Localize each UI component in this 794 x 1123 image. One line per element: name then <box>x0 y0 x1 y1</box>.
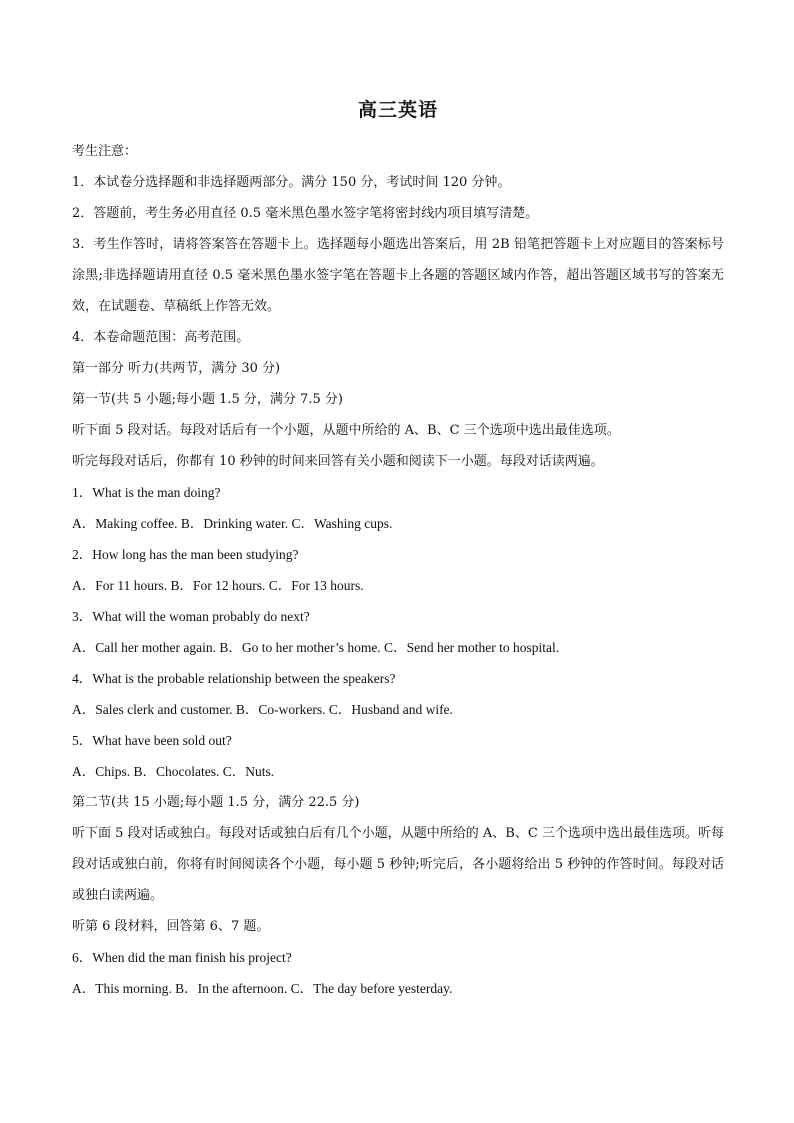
question-options: A．Call her mother again. B．Go to her mother’s home. C．Send her mother to hospital. <box>72 640 560 655</box>
question-options: A．Chips. B．Chocolates. C．Nuts. <box>72 764 275 779</box>
page-title: 高三英语 <box>357 99 438 121</box>
exam-page <box>72 98 724 1004</box>
part-heading: 第一部分 听力(共两节，满分 30 分) <box>72 361 281 376</box>
section-instruction: 听下面 5 段对话或独白。每段对话或独白后有几个小题，从题中所给的 A、B、C 三个选项中选出最佳选项。听每段对话或独白前，你将有时间阅读各个小题，每小题 5 秒钟;听完后，各小题将给出 5 秒钟的作答时间。每段对话或独白读两遍。 <box>72 826 724 903</box>
material-note: 听第 6 段材料，回答第 6、7 题。 <box>72 919 270 934</box>
question-stem: 4．What is the probable relationship between the speakers? <box>72 671 396 686</box>
section-heading: 第一节(共 5 小题;每小题 1.5 分，满分 7.5 分) <box>72 392 343 407</box>
notice-item: 3．考生作答时，请将答案答在答题卡上。选择题每小题选出答案后，用 2B 铅笔把答题卡上对应题目的答案标号涂黑;非选择题请用直径 0.5 毫米黑色墨水签字笔在答题卡上各题的答题区域内作答，超出答题区域书写的答案无效，在试题卷、草稿纸上作答无效。 <box>72 237 724 314</box>
notice-item: 2．答题前，考生务必用直径 0.5 毫米黑色墨水签字笔将密封线内项目填写清楚。 <box>72 206 539 221</box>
question-stem: 6．When did the man finish his project? <box>72 950 292 965</box>
notice-item: 4．本卷命题范围：高考范围。 <box>72 330 250 345</box>
question-stem: 1．What is the man doing? <box>72 485 221 500</box>
question-stem: 5．What have been sold out? <box>72 733 232 748</box>
question-stem: 2．How long has the man been studying? <box>72 547 299 562</box>
question-stem: 3．What will the woman probably do next? <box>72 609 310 624</box>
notice-item: 1．本试卷分选择题和非选择题两部分。满分 150 分，考试时间 120 分钟。 <box>72 175 511 190</box>
section-instruction: 听下面 5 段对话。每段对话后有一个小题，从题中所给的 A、B、C 三个选项中选出最佳选项。 <box>72 423 620 438</box>
section-instruction: 听完每段对话后，你都有 10 秒钟的时间来回答有关小题和阅读下一小题。每段对话读两遍。 <box>72 454 604 469</box>
notice-heading: 考生注意： <box>72 144 138 159</box>
question-options: A．This morning. B．In the afternoon. C．The day before yesterday. <box>72 981 453 996</box>
question-options: A．Sales clerk and customer. B．Co-workers. C．Husband and wife. <box>72 702 453 717</box>
section-heading: 第二节(共 15 小题;每小题 1.5 分，满分 22.5 分) <box>72 795 360 810</box>
question-options: A．For 11 hours. B．For 12 hours. C．For 13 hours. <box>72 578 364 593</box>
question-options: A．Making coffee. B．Drinking water. C．Washing cups. <box>72 516 393 531</box>
